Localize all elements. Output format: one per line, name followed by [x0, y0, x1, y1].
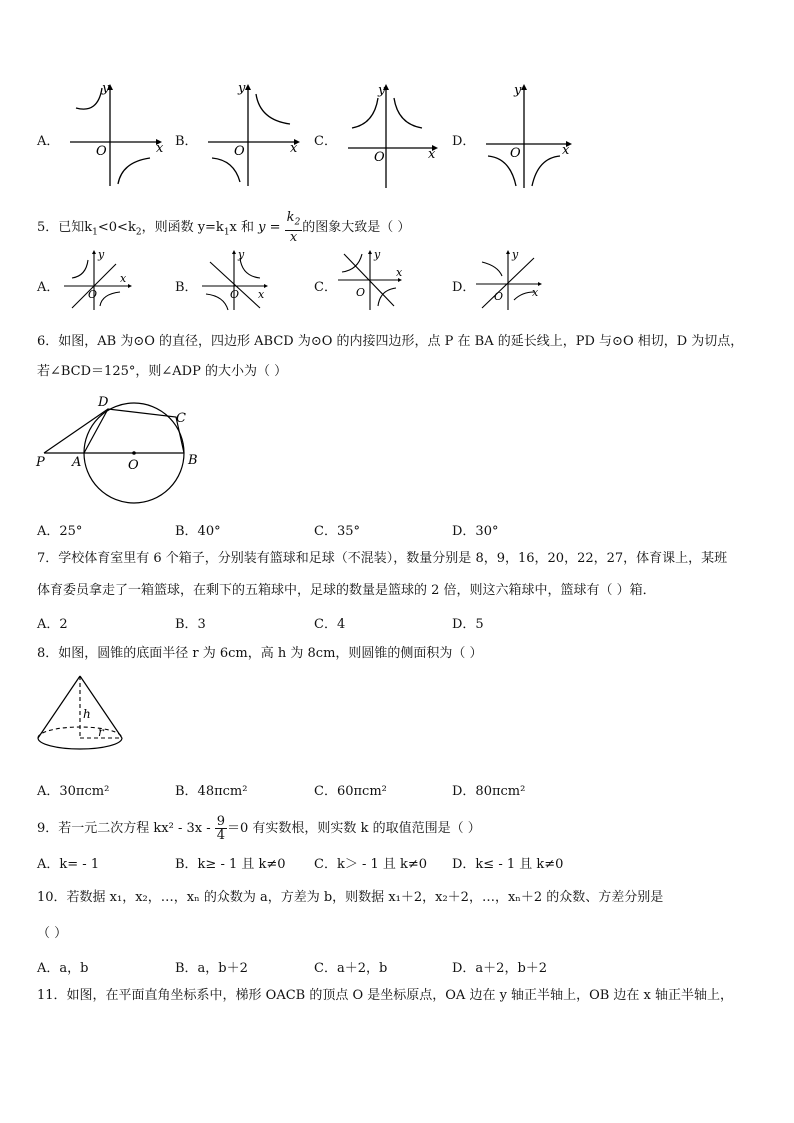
q6-option-a: A．25° — [37, 524, 83, 539]
origin-label: O — [494, 290, 504, 303]
axis-x-label: x — [396, 266, 403, 279]
q4-graph-b — [208, 82, 300, 190]
axis-y-label: y — [238, 248, 245, 261]
axis-x-label: x — [428, 147, 436, 162]
axis-y-label: y — [378, 83, 386, 98]
q9-option-b: B．k≥ - 1 且 k≠0 — [175, 857, 286, 872]
q10-option-d: D．a＋2，b＋2 — [452, 961, 548, 976]
q5-graph-c — [338, 248, 408, 310]
radius-label: r — [98, 725, 104, 739]
q9-text-a: 9．若一元二次方程 kx² - 3x - — [37, 821, 211, 836]
q6-option-b: B．40° — [175, 524, 221, 539]
q5-text-d: x 和 — [229, 219, 255, 235]
q8-option-c: C．60πcm² — [314, 784, 387, 799]
q5-option-a-label: A． — [37, 280, 60, 295]
q7-stem-line1: 7．学校体育室里有 6 个箱子，分别装有篮球和足球（不混装），数量分别是 8，9，16，20，22，27，体育课上，某班 — [37, 551, 728, 566]
q4-graph-d — [486, 82, 578, 190]
origin-label: O — [88, 288, 98, 301]
q6-stem-line1: 6．如图，AB 为⊙O 的直径，四边形 ABCD 为⊙O 的内接四边形，点 P 在 BA 的延长线上，PD 与⊙O 相切，D 为切点， — [37, 334, 744, 349]
axis-y-label: y — [102, 81, 110, 96]
q10-stem-line2: （ ） — [37, 926, 68, 941]
q4-option-a-label: A． — [37, 134, 60, 149]
q9-option-c: C．k＞ - 1 且 k≠0 — [314, 857, 428, 872]
axis-x-label: x — [258, 288, 265, 301]
origin-label: O — [96, 144, 107, 159]
axis-x-label: x — [120, 272, 127, 285]
origin-label: O — [230, 288, 240, 301]
q7-stem-line2: 体育委员拿走了一箱篮球，在剩下的五箱球中，足球的数量是篮球的 2 倍，则这六箱球中，篮球有（ ）箱． — [37, 583, 656, 598]
q8-option-d: D．80πcm² — [452, 784, 526, 799]
q9-option-a: A．k= - 1 — [37, 857, 100, 872]
axis-x-label: x — [290, 141, 298, 156]
q9-text-b: ＝0 有实数根，则实数 k 的取值范围是（ ） — [227, 821, 481, 836]
axis-x-label: x — [532, 286, 539, 299]
axis-x-label: x — [156, 141, 164, 156]
point-b-label: B — [188, 453, 198, 468]
height-label: h — [83, 707, 91, 721]
axis-y-label: y — [98, 248, 105, 261]
origin-label: O — [374, 150, 385, 165]
q5-text-c: ，则函数 y=k — [141, 219, 224, 235]
point-a-label: A — [72, 455, 82, 470]
axis-y-label: y — [374, 248, 381, 261]
q4-option-d-label: D． — [452, 134, 476, 149]
q5-graph-d — [476, 248, 546, 310]
origin-label: O — [510, 146, 521, 161]
q5-option-b-label: B． — [175, 280, 198, 295]
origin-label: O — [234, 144, 245, 159]
axis-y-label: y — [238, 81, 246, 96]
q10-option-a: A．a，b — [37, 961, 89, 976]
origin-label: O — [356, 286, 366, 299]
q4-graph-c — [348, 82, 440, 190]
nine-fourths-fraction: $\frac{9}{4}$ — [216, 814, 226, 843]
q5-graph-b — [202, 248, 272, 310]
q9-option-d: D．k≤ - 1 且 k≠0 — [452, 857, 564, 872]
q5-stem: 5．已知$k_1<0<k_2$，则函数 $y=k_1x$ 和 y = $\frac{k_2}{x}$ 的图象大致是（ ） — [37, 210, 411, 245]
q5-graph-a — [64, 248, 134, 310]
q10-option-b: B．a，b＋2 — [175, 961, 248, 976]
q5-option-d-label: D． — [452, 280, 476, 295]
q4-graph-a — [70, 82, 162, 190]
q4-option-c-label: C． — [314, 134, 337, 149]
q5-text-b: <0<k — [97, 219, 136, 235]
q9-stem — [37, 815, 481, 842]
q10-stem-line1: 10．若数据 x₁，x₂，…，xₙ 的众数为 a，方差为 b，则数据 x₁＋2，x₂＋2，…，xₙ＋2 的众数、方差分别是 — [37, 890, 664, 905]
q5-text-a: 5．已知k — [37, 219, 93, 235]
q10-option-c: C．a＋2，b — [314, 961, 388, 976]
q8-stem: 8．如图，圆锥的底面半径 r 为 6cm，高 h 为 8cm，则圆锥的侧面积为（ ） — [37, 646, 483, 661]
point-p-label: P — [36, 455, 45, 470]
q8-cone-figure — [34, 672, 134, 756]
q6-circle-figure — [30, 390, 210, 506]
point-o-label: O — [128, 458, 139, 473]
q7-option-b: B．3 — [175, 617, 206, 632]
q5-option-c-label: C． — [314, 280, 337, 295]
q7-option-a: A．2 — [37, 617, 68, 632]
point-c-label: C — [176, 411, 186, 426]
k2-over-x-fraction: $\frac{k_2}{x}$ — [286, 210, 301, 245]
q8-option-a: A．30πcm² — [37, 784, 110, 799]
q8-option-b: B．48πcm² — [175, 784, 248, 799]
q5-text-e: 的图象大致是（ ） — [302, 219, 411, 235]
axis-y-label: y — [514, 83, 522, 98]
q4-option-b-label: B． — [175, 134, 198, 149]
axis-x-label: x — [562, 143, 570, 158]
q6-option-d: D．30° — [452, 524, 499, 539]
q7-option-c: C．4 — [314, 617, 346, 632]
q7-option-d: D．5 — [452, 617, 484, 632]
axis-y-label: y — [512, 248, 519, 261]
q6-option-c: C．35° — [314, 524, 360, 539]
point-d-label: D — [98, 395, 109, 410]
q6-stem-line2: 若∠BCD＝125°，则∠ADP 的大小为（ ） — [37, 364, 288, 379]
q11-stem-line1: 11．如图，在平面直角坐标系中，梯形 OACB 的顶点 O 是坐标原点，OA 边在 y 轴正半轴上，OB 边在 x 轴正半轴上， — [37, 988, 734, 1003]
